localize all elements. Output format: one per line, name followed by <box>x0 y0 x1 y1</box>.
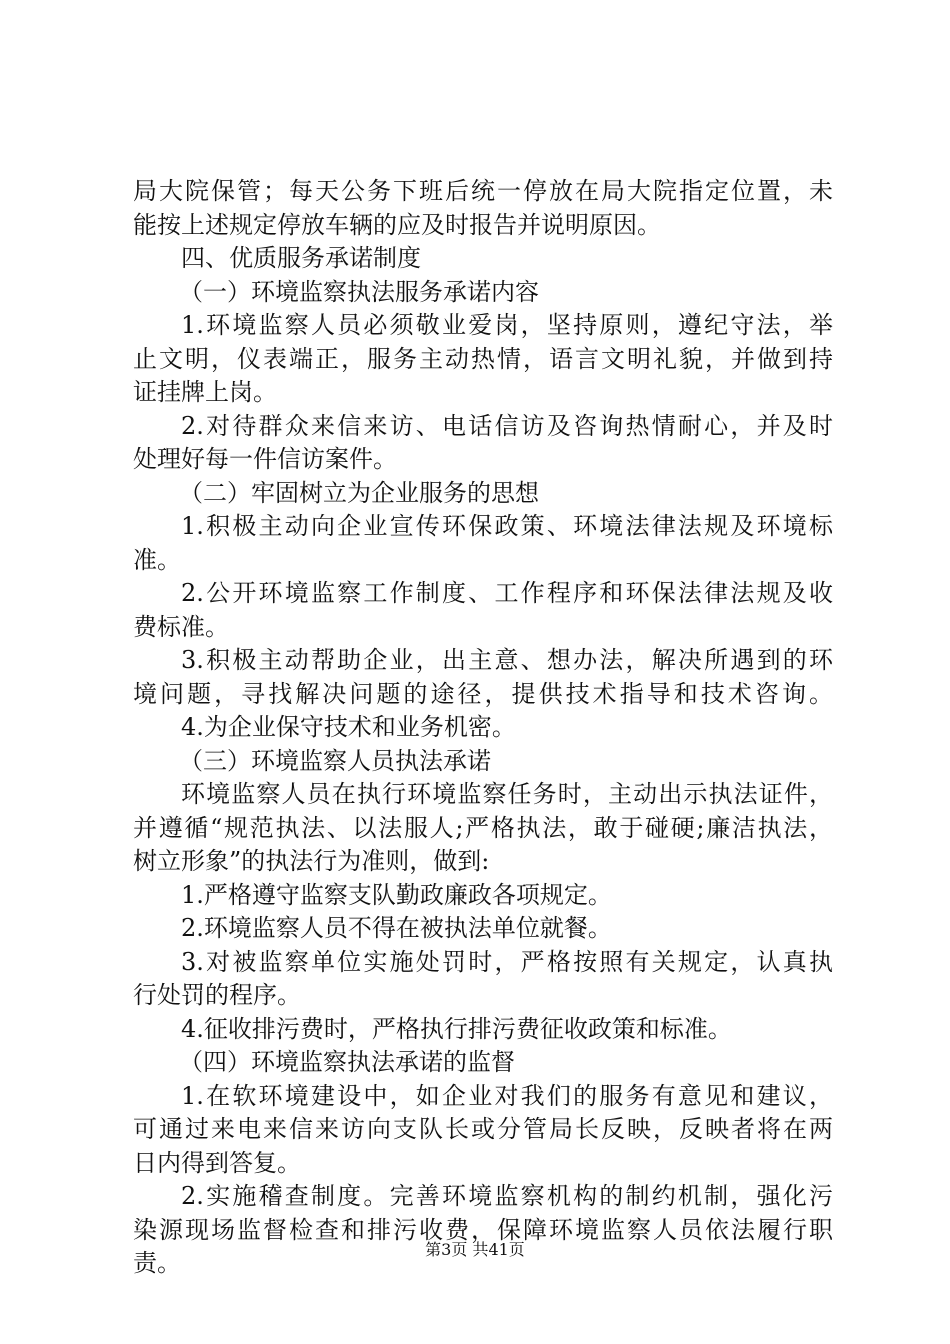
paragraph-line: 环境监察人员在执行环境监察任务时，主动出示执法证件， <box>181 780 833 808</box>
paragraph-line: 1.在软环境建设中，如企业对我们的服务有意见和建议， <box>181 1081 833 1110</box>
paragraph-line: 证挂牌上岗。 <box>133 378 277 406</box>
paragraph-line: 能按上述规定停放车辆的应及时报告并说明原因。 <box>133 210 661 239</box>
paragraph-line: 并遵循“规范执法、以法服人;严格执法，敢于碰硬;廉洁执法， <box>133 813 833 842</box>
paragraph-line: 1.环境监察人员必须敬业爱岗，坚持原则，遵纪守法，举 <box>181 311 833 339</box>
subsection-heading: （三）环境监察人员执法承诺 <box>179 746 491 775</box>
subsection-heading: （二）牢固树立为企业服务的思想 <box>179 478 539 507</box>
paragraph-line: 局大院保管；每天公务下班后统一停放在局大院指定位置，未 <box>133 177 833 205</box>
paragraph-line: 1.严格遵守监察支队勤政廉政各项规定。 <box>181 880 612 909</box>
paragraph-line: 行处罚的程序。 <box>133 981 301 1009</box>
paragraph-line: 染源现场监督检查和排污收费，保障环境监察人员依法履行职 <box>133 1215 833 1244</box>
paragraph-line: 2.对待群众来信来访、电话信访及咨询热情耐心，并及时 <box>181 411 833 440</box>
paragraph-line: 4.为企业保守技术和业务机密。 <box>181 713 516 741</box>
paragraph-line: 责。 <box>133 1249 181 1277</box>
paragraph-line: 4.征收排污费时，严格执行排污费征收政策和标准。 <box>181 1014 732 1043</box>
paragraph-line: 费标准。 <box>133 612 229 641</box>
paragraph-line: 止文明，仪表端正，服务主动热情，语言文明礼貌，并做到持 <box>133 344 833 373</box>
paragraph-line: 日内得到答复。 <box>133 1148 301 1177</box>
section-heading: 四、优质服务承诺制度 <box>181 244 421 272</box>
paragraph-line: 2.实施稽查制度。完善环境监察机构的制约机制，强化污 <box>181 1182 833 1210</box>
paragraph-line: 3.对被监察单位实施处罚时，严格按照有关规定，认真执 <box>181 947 833 976</box>
paragraph-line: 可通过来电来信来访向支队长或分管局长反映，反映者将在两 <box>133 1115 833 1143</box>
paragraph-line: 准。 <box>133 545 181 574</box>
paragraph-line: 2.环境监察人员不得在被执法单位就餐。 <box>181 914 612 942</box>
page-number-footer: 第3页 共41页 <box>425 1240 525 1259</box>
paragraph-line: 处理好每一件信访案件。 <box>133 445 397 473</box>
paragraph-line: 境问题，寻找解决问题的途径，提供技术指导和技术咨询。 <box>133 679 833 708</box>
subsection-heading: （一）环境监察执法服务承诺内容 <box>179 277 539 306</box>
document-body <box>133 175 833 1281</box>
paragraph-line: 2.公开环境监察工作制度、工作程序和环保法律法规及收 <box>181 579 833 607</box>
paragraph-line: 3.积极主动帮助企业，出主意、想办法，解决所遇到的环 <box>181 646 833 674</box>
paragraph-line: 树立形象”的执法行为准则，做到: <box>133 847 490 875</box>
paragraph-line: 1.积极主动向企业宣传环保政策、环境法律法规及环境标 <box>181 512 833 540</box>
subsection-heading: （四）环境监察执法承诺的监督 <box>179 1048 515 1076</box>
